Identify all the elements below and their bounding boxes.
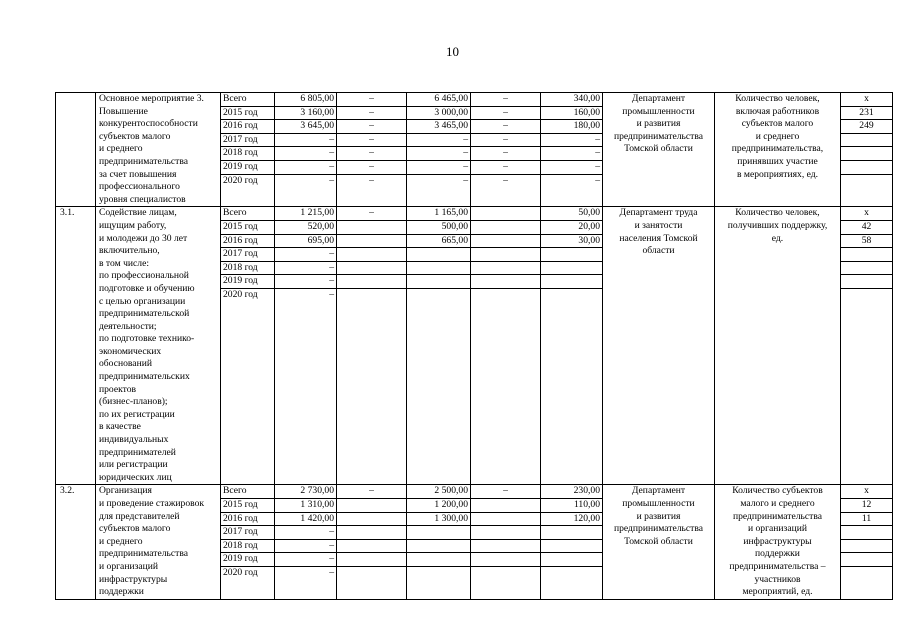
executor-line: Томской области — [624, 143, 693, 155]
local-cell: – — [503, 174, 508, 186]
activity-name-line: профессионального — [99, 181, 180, 193]
activity-name-line: деятельности; — [99, 320, 157, 332]
extra-budget-cell: 230,00 — [541, 485, 602, 499]
indicator-line: мероприятий, ед. — [742, 586, 813, 598]
year-column — [221, 93, 275, 207]
executor-cell — [603, 485, 715, 599]
federal-cell — [337, 499, 406, 513]
extra-budget-cell: 160,00 — [541, 107, 602, 121]
indicator-value-cell: 58 — [841, 235, 892, 249]
activity-name-line: ищущим работу, — [99, 219, 167, 231]
indicator-line: инфраструктуры — [743, 535, 812, 547]
year-cell: Всего — [221, 207, 274, 221]
extra-budget-cell — [541, 248, 602, 262]
indicator-value-cell: 11 — [841, 513, 892, 527]
extra-budget-cell: – — [541, 147, 602, 161]
federal-column — [337, 207, 407, 485]
cell-stack — [337, 485, 406, 579]
cell-stack — [841, 207, 892, 301]
executor-line: населения Томской — [619, 232, 698, 244]
federal-column — [337, 93, 407, 207]
extra-budget-cell — [541, 553, 602, 567]
local-cell: – — [471, 93, 540, 107]
regional-cell: – — [463, 174, 468, 186]
activity-name-line: обоснований — [99, 358, 152, 370]
indicator-line: в мероприятиях, ед. — [736, 168, 819, 180]
indicator-cell — [715, 93, 841, 207]
cell-stack — [471, 485, 540, 579]
local-cell: – — [471, 161, 540, 175]
federal-cell — [337, 540, 406, 554]
year-cell: 2019 год — [221, 275, 274, 289]
total-cell: – — [275, 526, 336, 540]
extra-budget-cell: 110,00 — [541, 499, 602, 513]
extra-budget-cell: 180,00 — [541, 120, 602, 134]
activity-name-line: Повышение — [99, 105, 148, 117]
year-cell: 2015 год — [221, 107, 274, 121]
activity-name-line: (бизнес-планов); — [99, 396, 168, 408]
executor-line: Департамент — [631, 93, 686, 104]
activity-name-line: проектов — [99, 383, 137, 395]
extra-budget-column — [541, 207, 603, 485]
regional-cell — [407, 289, 470, 302]
year-column — [221, 485, 275, 599]
executor-line: и развития — [636, 510, 681, 522]
local-cell — [471, 567, 540, 580]
activity-name-line: юридических лиц — [99, 471, 172, 483]
total-cell: – — [275, 134, 336, 148]
local-cell — [471, 540, 540, 554]
indicator-value-cell — [841, 567, 892, 580]
indicator-line: и среднего — [755, 130, 800, 142]
indicator-value-cell — [841, 275, 892, 289]
extra-budget-cell: – — [541, 134, 602, 148]
row-number — [56, 93, 96, 207]
cell-stack — [541, 93, 602, 187]
local-cell — [471, 248, 540, 262]
indicator-value-cell: 231 — [841, 107, 892, 121]
indicator-value-cell — [841, 289, 892, 302]
indicator-value-cell — [841, 526, 892, 540]
year-cell: 2016 год — [221, 513, 274, 527]
regional-cell: 1 200,00 — [407, 499, 470, 513]
year-cell: Всего — [221, 93, 274, 107]
indicator-line: принявших участие — [737, 155, 818, 167]
activity-name-line: Организация — [99, 485, 152, 497]
federal-cell: – — [337, 207, 406, 221]
cell-stack — [471, 93, 540, 187]
indicator-values-column — [841, 485, 893, 599]
federal-cell: – — [337, 147, 406, 161]
regional-cell — [407, 248, 470, 262]
activity-name-line: экономических — [99, 345, 162, 357]
federal-cell: – — [337, 161, 406, 175]
extra-budget-column — [541, 485, 603, 599]
activity-name-line: или регистрации — [99, 459, 168, 471]
activity-name-line: Содействие лицам, — [99, 207, 177, 219]
extra-budget-column — [541, 93, 603, 207]
federal-cell — [337, 221, 406, 235]
indicator-line: поддержки — [755, 548, 800, 560]
executor-cell — [603, 93, 715, 207]
executor-line: промышленности — [622, 498, 695, 509]
executor-line: Департамент — [631, 485, 686, 497]
indicator-line: и организаций — [747, 523, 808, 535]
indicator-line: ед. — [771, 232, 784, 244]
year-cell: 2017 год — [221, 248, 274, 262]
activity-name-line: в том числе: — [99, 257, 150, 269]
federal-cell — [337, 567, 406, 580]
activity-name-line: предпринимателей — [99, 446, 176, 458]
regional-cell — [407, 275, 470, 289]
activity-name-line: Основное мероприятие 3. — [99, 93, 204, 104]
total-cell: – — [329, 288, 334, 300]
year-cell: 2019 год — [221, 553, 274, 567]
executor-line: Томской области — [624, 535, 693, 547]
total-cell: 3 645,00 — [275, 120, 336, 134]
activity-name-line: субъектов малого — [99, 130, 171, 142]
federal-cell: – — [337, 93, 406, 107]
total-cell: 2 730,00 — [275, 485, 336, 499]
year-cell: 2019 год — [221, 161, 274, 175]
total-cell: 1 420,00 — [275, 513, 336, 527]
total-column — [275, 93, 337, 207]
indicator-line: Количество субъектов — [732, 485, 823, 497]
activity-name-line: по профессиональной — [99, 270, 189, 282]
local-column — [471, 93, 541, 207]
local-cell: – — [471, 134, 540, 148]
total-cell: 3 160,00 — [275, 107, 336, 121]
extra-budget-cell: 20,00 — [541, 221, 602, 235]
year-cell: 2020 год — [223, 288, 258, 300]
executor-line: предпринимательства — [613, 130, 704, 142]
extra-budget-cell — [541, 289, 602, 302]
activity-name-line: для представителей — [99, 510, 180, 522]
year-column — [221, 207, 275, 485]
total-cell: 520,00 — [275, 221, 336, 235]
total-cell: – — [275, 275, 336, 289]
indicator-value-cell — [841, 553, 892, 567]
indicator-line: участников — [754, 573, 801, 585]
cell-stack — [275, 93, 336, 187]
indicator-line: включая работников — [735, 105, 820, 117]
year-cell: Всего — [221, 485, 274, 499]
regional-cell: 6 465,00 — [407, 93, 470, 107]
activity-name-line: подготовке и обучению — [99, 282, 195, 294]
table-row — [56, 485, 893, 599]
federal-cell — [337, 262, 406, 276]
executor-line: и занятости — [634, 219, 683, 231]
total-cell: 6 805,00 — [275, 93, 336, 107]
activity-name-line: и организаций — [99, 560, 159, 572]
cell-stack — [841, 485, 892, 579]
table-row — [56, 93, 893, 207]
cell-stack — [407, 207, 470, 301]
indicator-value-cell: х — [841, 485, 892, 499]
local-cell — [471, 235, 540, 249]
federal-cell — [337, 275, 406, 289]
cell-stack — [407, 93, 470, 187]
activity-name-line: и молодежи до 30 лет — [99, 232, 188, 244]
executor-cell — [603, 207, 715, 485]
activity-name-line: включительно, — [99, 245, 160, 257]
federal-cell: – — [369, 174, 374, 186]
executor-line: промышленности — [622, 105, 695, 117]
total-column — [275, 485, 337, 599]
total-cell: – — [275, 540, 336, 554]
activity-name-line: инфраструктуры — [99, 573, 168, 585]
cell-stack — [471, 207, 540, 301]
activity-name-line: и проведение стажировок — [99, 498, 205, 509]
extra-budget-cell — [541, 262, 602, 276]
regional-cell: 1 300,00 — [407, 513, 470, 527]
indicator-values-column — [841, 207, 893, 485]
total-cell: – — [275, 553, 336, 567]
activity-name-line: предпринимательства — [99, 155, 189, 167]
regional-cell — [407, 567, 470, 580]
indicator-value-cell — [841, 248, 892, 262]
activity-name-cell — [96, 485, 221, 599]
year-cell: 2015 год — [221, 499, 274, 513]
local-cell — [471, 207, 540, 221]
year-cell: 2015 год — [221, 221, 274, 235]
indicator-line: малого и среднего — [740, 498, 815, 509]
federal-cell: – — [337, 134, 406, 148]
extra-budget-cell: 120,00 — [541, 513, 602, 527]
federal-cell — [337, 553, 406, 567]
extra-budget-cell — [541, 275, 602, 289]
cell-stack — [337, 207, 406, 301]
federal-cell — [337, 235, 406, 249]
federal-column — [337, 485, 407, 599]
executor-line: Департамент труда — [619, 207, 698, 219]
indicator-value-cell — [841, 175, 892, 188]
indicator-value-cell: 249 — [841, 120, 892, 134]
year-cell: 2018 год — [221, 147, 274, 161]
federal-cell — [337, 289, 406, 302]
federal-cell: – — [337, 120, 406, 134]
indicator-value-cell — [841, 262, 892, 276]
indicator-value-cell — [841, 161, 892, 175]
activity-name-line: в качестве — [99, 421, 141, 433]
activity-name-line: индивидуальных — [99, 434, 169, 446]
year-cell: 2018 год — [221, 540, 274, 554]
total-cell: 1 215,00 — [275, 207, 336, 221]
local-column — [471, 485, 541, 599]
indicator-line: получивших поддержку, — [727, 219, 828, 231]
indicator-values-column — [841, 93, 893, 207]
regional-cell: – — [407, 161, 470, 175]
total-cell: 1 310,00 — [275, 499, 336, 513]
regional-cell — [407, 540, 470, 554]
cell-stack — [337, 93, 406, 187]
program-table — [55, 92, 893, 600]
regional-cell: 3 000,00 — [407, 107, 470, 121]
indicator-value-cell — [841, 134, 892, 148]
activity-name-line: предпринимательских — [99, 371, 190, 383]
cell-stack — [541, 207, 602, 301]
cell-stack — [221, 207, 274, 301]
regional-cell — [407, 262, 470, 276]
local-cell — [471, 553, 540, 567]
local-cell: – — [471, 120, 540, 134]
total-cell: 695,00 — [275, 235, 336, 249]
indicator-cell — [715, 207, 841, 485]
activity-name-line: с целью организации — [99, 295, 186, 307]
activity-name-line: уровня специалистов — [99, 193, 186, 205]
row-number: 3.1. — [56, 207, 96, 485]
federal-cell: – — [337, 107, 406, 121]
regional-cell — [407, 526, 470, 540]
page-number: 10 — [446, 44, 459, 59]
local-cell — [471, 262, 540, 276]
activity-name-line: поддержки — [99, 586, 144, 598]
extra-budget-cell — [541, 526, 602, 540]
cell-stack — [407, 485, 470, 579]
cell-stack — [275, 207, 336, 301]
indicator-value-cell: х — [841, 207, 892, 221]
indicator-line: Количество человек, — [735, 93, 820, 104]
regional-column — [407, 207, 471, 485]
regional-column — [407, 485, 471, 599]
activity-name-line: за счет повышения — [99, 168, 177, 180]
regional-cell: – — [407, 134, 470, 148]
cell-stack — [221, 485, 274, 579]
extra-budget-cell: 30,00 — [541, 235, 602, 249]
indicator-line: предпринимательства, — [731, 143, 824, 155]
federal-cell — [337, 248, 406, 262]
regional-cell: 3 465,00 — [407, 120, 470, 134]
executor-line: области — [642, 245, 675, 257]
year-cell: 2020 год — [223, 174, 258, 186]
activity-name-cell — [96, 207, 221, 485]
extra-budget-cell — [541, 567, 602, 580]
regional-cell: 2 500,00 — [407, 485, 470, 499]
total-cell: – — [275, 161, 336, 175]
indicator-line: предпринимательства — [732, 510, 823, 522]
activity-name-cell — [96, 93, 221, 207]
indicator-line: предпринимательства – — [729, 560, 826, 572]
cell-stack — [541, 485, 602, 579]
local-cell: – — [471, 147, 540, 161]
federal-cell — [337, 526, 406, 540]
indicator-value-cell: 12 — [841, 499, 892, 513]
total-cell: – — [275, 248, 336, 262]
total-cell: – — [275, 147, 336, 161]
year-cell: 2018 год — [221, 262, 274, 276]
indicator-value-cell: 42 — [841, 221, 892, 235]
activity-name-line: по подготовке технико- — [99, 333, 195, 345]
cell-stack — [275, 485, 336, 579]
executor-line: предпринимательства — [613, 523, 704, 535]
local-cell: – — [471, 107, 540, 121]
regional-cell — [407, 553, 470, 567]
local-cell — [471, 513, 540, 527]
total-cell: – — [275, 262, 336, 276]
year-cell: 2016 год — [221, 120, 274, 134]
year-cell: 2016 год — [221, 235, 274, 249]
cell-stack — [221, 93, 274, 187]
indicator-value-cell: х — [841, 93, 892, 107]
activity-name-line: по их регистрации — [99, 408, 175, 420]
regional-column — [407, 93, 471, 207]
indicator-line: субъектов малого — [741, 118, 814, 130]
activity-name-line: предпринимательства — [99, 548, 189, 560]
regional-cell: 665,00 — [407, 235, 470, 249]
federal-cell: – — [337, 485, 406, 499]
extra-budget-cell: 340,00 — [541, 93, 602, 107]
year-cell: 2017 год — [221, 526, 274, 540]
local-cell — [471, 289, 540, 302]
row-number: 3.2. — [56, 485, 96, 599]
regional-cell: 1 165,00 — [407, 207, 470, 221]
table-row — [56, 207, 893, 485]
extra-budget-cell: – — [595, 174, 600, 186]
extra-budget-cell — [541, 540, 602, 554]
year-cell: 2020 год — [223, 566, 258, 578]
local-cell — [471, 526, 540, 540]
indicator-value-cell — [841, 147, 892, 161]
activity-name-line: субъектов малого — [99, 523, 171, 535]
local-cell — [471, 221, 540, 235]
total-cell: – — [329, 174, 334, 186]
year-cell: 2017 год — [221, 134, 274, 148]
total-cell: – — [329, 566, 334, 578]
cell-stack — [841, 93, 892, 187]
indicator-cell — [715, 485, 841, 599]
local-cell — [471, 275, 540, 289]
activity-name-line: предпринимательской — [99, 308, 190, 320]
federal-cell — [337, 513, 406, 527]
regional-cell: – — [407, 147, 470, 161]
activity-name-line: и среднего — [99, 535, 143, 547]
indicator-line: Количество человек, — [735, 207, 820, 219]
activity-name-line: конкурентоспособности — [99, 118, 198, 130]
activity-name-line: и среднего — [99, 143, 143, 155]
regional-cell: 500,00 — [407, 221, 470, 235]
local-column — [471, 207, 541, 485]
indicator-value-cell — [841, 540, 892, 554]
executor-line: и развития — [636, 118, 681, 130]
extra-budget-cell: 50,00 — [541, 207, 602, 221]
local-cell — [471, 499, 540, 513]
local-cell: – — [471, 485, 540, 499]
extra-budget-cell: – — [541, 161, 602, 175]
total-column — [275, 207, 337, 485]
